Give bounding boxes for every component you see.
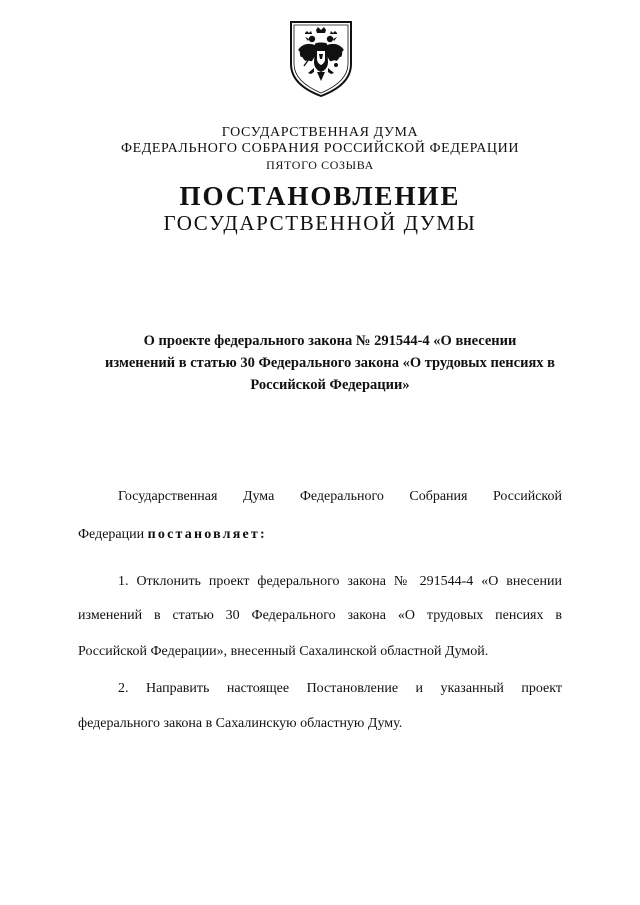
preamble-line xyxy=(78,527,562,543)
convocation-label: ПЯТОГО СОЗЫВА xyxy=(266,158,374,172)
subject-line: О проекте федерального закона № 291544-4 «О внесении xyxy=(143,333,517,349)
org-name-line1: ГОСУДАРСТВЕННАЯ ДУМА xyxy=(221,125,419,140)
subject-line: Российской Федерации» xyxy=(250,377,410,393)
item-2-line: федерального закона в Сахалинскую областную Думу. xyxy=(78,716,403,731)
document-issuer-title: ГОСУДАРСТВЕННОЙ ДУМЫ xyxy=(163,211,477,235)
double-headed-eagle-icon xyxy=(287,18,355,98)
item-1-line: 1. Отклонить проект федерального закона № 291544-4 «О внесении xyxy=(118,574,562,589)
subject-line: изменений в статью 30 Федерального закона «О трудовых пенсиях в xyxy=(105,355,555,371)
document-type-title: ПОСТАНОВЛЕНИЕ xyxy=(179,181,461,211)
item-2-line: 2. Направить настоящее Постановление и указанный проект xyxy=(118,681,562,696)
resolves-verb: постановляет: xyxy=(147,527,267,542)
item-1-line: Российской Федерации», внесенный Сахалинской областной Думой. xyxy=(78,644,489,659)
org-name-line2: ФЕДЕРАЛЬНОГО СОБРАНИЯ РОССИЙСКОЙ ФЕДЕРАЦИИ xyxy=(120,141,520,156)
item-1-line: изменений в статью 30 Федерального закона «О трудовых пенсиях в xyxy=(78,608,562,623)
preamble-line: Государственная Дума Федерального Собрания Российской xyxy=(118,489,562,504)
resolution-subject xyxy=(100,330,560,396)
preamble-prefix: Федерации xyxy=(78,527,145,542)
coat-of-arms-emblem xyxy=(287,18,355,98)
